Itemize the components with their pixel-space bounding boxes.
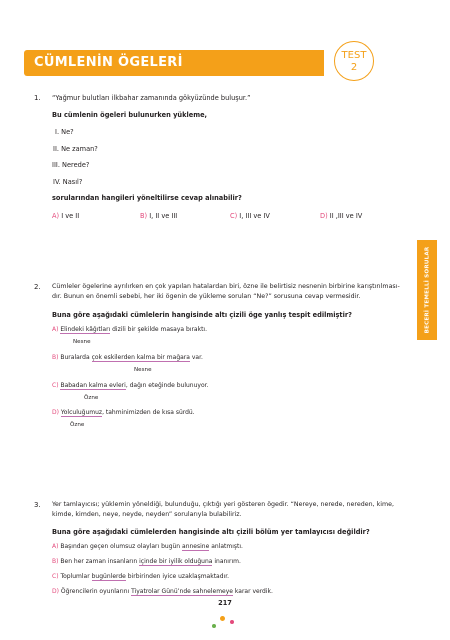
q3-option-d[interactable] [52,587,273,597]
option-letter: D) [52,588,59,595]
option-letter: D) [52,409,59,416]
q2-option-d-tag: Özne [70,422,85,428]
underlined-phrase: Tiyatrolar Günü’nde sahnelemeye [131,588,233,595]
option-text: karar verdik. [232,588,273,595]
q3-paragraph-line2: kimde, kimden, neye, neyde, neyden” sorularıyla bulabiliriz. [52,511,242,518]
q1-item-3: III. Nerede? [52,161,90,169]
q2-option-d[interactable] [52,408,195,418]
q2-option-c[interactable] [52,381,208,391]
q3-paragraph-line1: Yer tamlayıcısı; yüklemin yöneldiği, bulunduğu, çıktığı yeri gösteren ögedir. “Nereye, nerede, nereden, kime, [52,501,394,508]
q1-item-2: II. Ne zaman? [53,145,98,153]
option-text: I, II ve III [149,212,178,220]
option-letter: A) [52,543,59,550]
q1-option-b[interactable] [140,211,177,221]
underlined-phrase: bugünlerde [91,573,126,580]
test-label: TEST [341,50,367,61]
option-text: var. [189,354,203,361]
q3-option-b[interactable] [52,557,241,567]
option-text: , tahminimizden de kısa sürdü. [102,409,195,416]
underlined-phrase: içinde bir iyilik olduğuna [139,558,213,565]
option-letter: A) [52,326,59,333]
side-tab-label-wrap [417,240,437,340]
q2-option-c-tag: Özne [84,395,99,401]
underlined-phrase: annesine [182,543,210,550]
test-badge [334,41,374,81]
option-text: birbirinden iyice uzaklaşmaktadır. [125,573,230,580]
option-text: I, III ve IV [239,212,270,220]
underlined-phrase: Yolculuğumuz [60,409,103,416]
underlined-phrase: Babadan kalma evleri [60,382,126,389]
q1-item-4: IV. Nasıl? [53,178,83,186]
q1-option-d[interactable] [320,211,362,221]
underlined-phrase: çok eskilerden kalma bir mağara [91,354,190,361]
option-letter: B) [52,354,59,361]
q1-option-a[interactable] [52,211,79,221]
option-text: II ,III ve IV [329,212,363,220]
option-text: Başından geçen olumsuz olayları bugün [60,543,183,550]
option-letter: C) [52,382,59,389]
q2-ask: Buna göre aşağıdaki cümlelerin hangisinde altı çizili öge yanlış tespit edilmiştir? [52,311,352,319]
q2-number: 2. [34,283,41,291]
q2-option-a-tag: Nesne [73,339,91,345]
option-text: , dağın eteğinde bulunuyor. [125,382,209,389]
option-text: Toplumlar [60,573,92,580]
option-letter: B) [52,558,59,565]
option-text: dizili bir şekilde masaya bıraktı. [110,326,208,333]
q1-ask: sorularından hangileri yöneltilirse cevap alınabilir? [52,194,242,202]
q2-paragraph-line1: Cümleler ögelerine ayrılırken en çok yapılan hatalardan biri, özne ile belirtisiz nesnenin birbirine karıştırılması- [52,283,400,290]
option-letter: C) [52,573,59,580]
q2-option-a[interactable] [52,325,207,335]
option-text: inanırım. [212,558,241,565]
q1-number: 1. [34,94,41,102]
underlined-phrase: Elindeki kâğıtları [60,326,111,333]
q3-option-c[interactable] [52,572,229,582]
q2-option-b[interactable] [52,353,203,363]
page-number: 217 [218,599,232,607]
page-title: CÜMLENİN ÖGELERİ [34,55,183,70]
q2-paragraph-line2: dır. Bunun en önemli sebebi, her iki ögenin de yükleme sorulan “Ne?” sorusuna cevap vermesidir. [52,293,361,300]
option-text: Öğrencilerin oyunlarını [60,588,132,595]
decorative-dot [220,616,225,621]
option-text: Buralarda [60,354,92,361]
option-letter: C) [230,212,238,220]
q3-number: 3. [34,501,41,509]
option-letter: B) [140,212,148,220]
decorative-dot [230,620,234,624]
option-text: anlatmıştı. [209,543,243,550]
option-text: I ve II [61,212,80,220]
option-letter: A) [52,212,60,220]
q1-item-1: I. Ne? [55,128,74,136]
q1-quote: “Yağmur bulutları ilkbahar zamanında gökyüzünde buluşur.” [52,94,251,102]
option-letter: D) [320,212,328,220]
option-text: Ben her zaman insanların [60,558,140,565]
q3-option-a[interactable] [52,542,243,552]
q2-option-b-tag: Nesne [134,367,152,373]
q1-option-c[interactable] [230,211,270,221]
side-tab-label: BECERİ TEMELLİ SORULAR [424,246,431,334]
test-number: 2 [350,62,358,73]
q3-ask: Buna göre aşağıdaki cümlelerden hangisinde altı çizili bölüm yer tamlayıcısı değildir? [52,528,370,536]
decorative-dot [212,624,216,628]
q1-lead: Bu cümlenin ögeleri bulunurken yükleme, [52,111,208,119]
